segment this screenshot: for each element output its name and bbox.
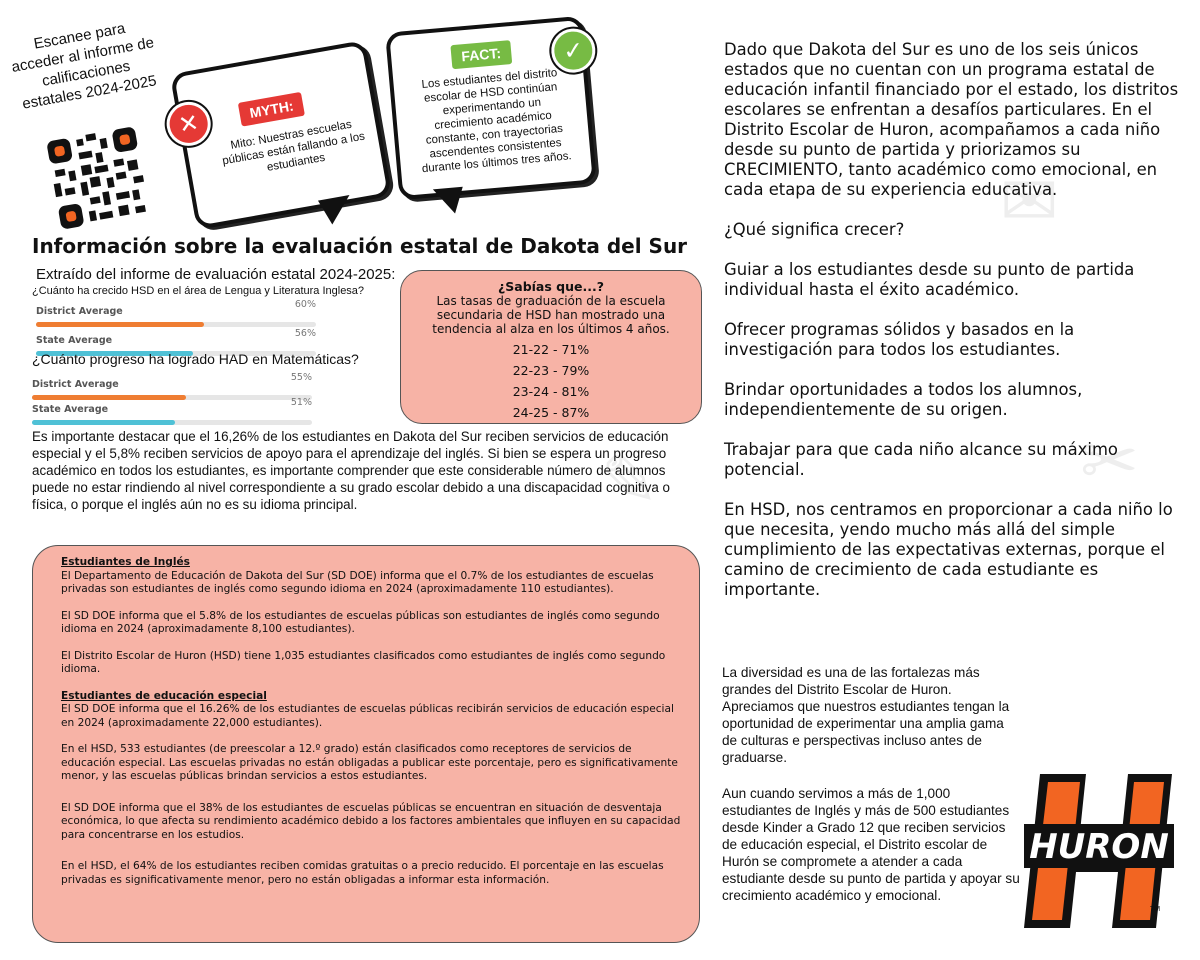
- background-doodle: ✉: [1000, 160, 1059, 242]
- ela-question: ¿Cuánto ha crecido HSD en el área de Lengua y Literatura Inglesa?: [32, 285, 365, 297]
- sped-paragraph: El SD DOE informa que el 16.26% de los estudiantes de escuelas públicas recibirán servicios de educación especial en 2024 (aproximadamente 22,000 estudiantes).: [61, 703, 674, 729]
- sped-paragraph: En el HSD, 533 estudiantes (de preescolar a 12.º grado) están clasificados como receptores de servicios de educación especial. Las escuelas privadas no están obligadas a publicar este porcentaje, pero es significativamente menor, y las escuelas públicas brindan servicios a estos estudiantes.: [61, 743, 678, 782]
- context-paragraph: Es importante destacar que el 16,26% de los estudiantes en Dakota del Sur reciben servicios de educación especial y el 5,8% reciben servicios de apoyo para el aprendizaje del inglés. Si bien se espera un progreso académico en todos los estudiantes, es importante comprender que este considerable número de alumnos puede no estar rindiendo al nivel correspondiente a su grado escolar debido a una discapacidad cognitiva o física, o porque el inglés aún no es su idioma principal.: [32, 429, 670, 512]
- myth-bubble: [170, 40, 392, 230]
- bar-label: District Average: [32, 379, 119, 390]
- diversity-column: [722, 664, 1022, 923]
- x-icon: ✕: [163, 98, 214, 149]
- qr-caption: Escanee para acceder al informe de calificaciones estatales 2024-2025: [10, 19, 158, 113]
- background-doodle: ✂: [1080, 420, 1139, 502]
- fact-bubble: [385, 16, 597, 201]
- focus-paragraph: En HSD, nos centramos en proporcionar a cada niño lo que necesita, yendo mucho más allá del simple cumplimiento de las expectativas externas, porque el camino de crecimiento de cada estudiante es importante.: [724, 500, 1173, 599]
- math-district-bar: [32, 372, 312, 400]
- growth-point: Guiar a los estudiantes desde su punto de partida individual hasta el éxito académico.: [724, 260, 1135, 299]
- sped-paragraph: En el HSD, el 64% de los estudiantes reciben comidas gratuitas o a precio reducido. El porcentaje en las escuelas privadas es significativamente menor, pero no están obligadas a informar esta información.: [61, 860, 664, 886]
- graduation-rate: 24-25 - 87%: [512, 405, 590, 420]
- logo-wordmark: HURON: [1029, 827, 1169, 867]
- graduation-rate: 23-24 - 81%: [512, 384, 590, 399]
- growth-point: Brindar oportunidades a todos los alumnos, independientemente de su origen.: [724, 380, 1083, 419]
- myth-tag: MYTH:: [238, 92, 306, 127]
- qr-code-graphic: [33, 121, 164, 236]
- fact-text: Los estudiantes del distrito escolar de HSD continúan experimentando un crecimiento académico constante, con trayectorias ascendentes consistentes durante los últimos tres años.: [421, 67, 573, 176]
- info-box: [32, 545, 700, 943]
- qr-code[interactable]: [33, 121, 164, 236]
- did-you-know-title: ¿Sabías que...?: [498, 279, 604, 294]
- sped-heading: Estudiantes de educación especial: [61, 689, 267, 702]
- ell-paragraph: El Distrito Escolar de Huron (HSD) tiene 1,035 estudiantes clasificados como estudiantes de inglés como segundo idioma.: [61, 649, 666, 675]
- right-column: [724, 40, 1184, 620]
- did-you-know-box: [400, 270, 702, 424]
- report-heading: Extraído del informe de evaluación estatal 2024-2025:: [36, 266, 396, 283]
- check-icon: ✓: [549, 27, 597, 75]
- bar-percent: 60%: [294, 299, 316, 310]
- bar-fill: [36, 322, 204, 327]
- bar-label: District Average: [36, 306, 123, 317]
- background-doodle: ✎: [600, 440, 659, 522]
- ela-district-bar: [36, 299, 316, 327]
- did-you-know-text: Las tasas de graduación de la escuela secundaria de HSD han mostrado una tendencia al alza en los últimos 4 años.: [432, 294, 670, 336]
- intro-paragraph: Dado que Dakota del Sur es uno de los seis únicos estados que no cuentan con un programa estatal de educación infantil financiado por el estado, los distritos escolares se enfrentan a desafíos particulares. En el Distrito Escolar de Huron, acompañamos a cada niño desde su punto de partida y priorizamos su CRECIMIENTO, tanto académico como emocional, en cada etapa de su experiencia educativa.: [724, 40, 1179, 199]
- growth-point: Ofrecer programas sólidos y basados en la investigación para todos los estudiantes.: [724, 320, 1075, 359]
- bar-percent: 55%: [290, 372, 312, 383]
- math-state-bar: [32, 397, 312, 425]
- growth-question: ¿Qué significa crecer?: [724, 220, 905, 239]
- bar-label: State Average: [32, 404, 109, 415]
- commitment-paragraph: Aun cuando servimos a más de 1,000 estudiantes de Inglés y más de 500 estudiantes desde Kinder a Grado 12 que reciben servicios de educación especial, el Distrito escolar de Hurón se compromete a atender a cada estudiante desde su punto de partida y apoyar su crecimiento académico y emocional.: [722, 786, 1020, 903]
- diversity-paragraph: La diversidad es una de las fortalezas más grandes del Distrito Escolar de Huron. Apreciamos que nuestros estudiantes tengan la oportunidad de experimentar una amplia gama de culturas e perspectivas incluso antes de graduarse.: [722, 665, 1010, 765]
- graduation-rate: 22-23 - 79%: [512, 363, 590, 378]
- bar-percent: 51%: [290, 397, 312, 408]
- ell-heading: Estudiantes de Inglés: [61, 556, 190, 568]
- myth-bubble-tail: [318, 195, 354, 226]
- fact-bubble-tail: [433, 187, 465, 216]
- graduation-rate: 21-22 - 71%: [512, 342, 590, 357]
- ell-paragraph: El Departamento de Educación de Dakota del Sur (SD DOE) informa que el 0.7% de los estudiantes de escuelas privadas son estudiantes de inglés como segundo idioma en 2024 (aproximadamente 110 estudiantes).: [61, 569, 654, 595]
- ell-paragraph: El SD DOE informa que el 5.8% de los estudiantes de escuelas públicas son estudiantes de inglés como segundo idioma en 2024 (aproximadamente 8,100 estudiantes).: [61, 609, 660, 635]
- myth-text: Mito: Nuestras escuelas públicas están fallando a los estudiantes: [221, 118, 366, 174]
- fact-tag: FACT:: [450, 40, 512, 69]
- bar-fill: [32, 420, 175, 425]
- growth-point: Trabajar para que cada niño alcance su máximo potencial.: [724, 440, 1118, 479]
- trademark: TM: [1150, 906, 1161, 913]
- bar-percent: 56%: [294, 328, 316, 339]
- bar-label: State Average: [36, 335, 113, 346]
- math-question: ¿Cuánto progreso ha logrado HAD en Matemáticas?: [32, 351, 359, 367]
- page-title: Información sobre la evaluación estatal de Dakota del Sur: [32, 234, 688, 258]
- sped-paragraph: El SD DOE informa que el 38% de los estudiantes de escuelas públicas se encuentran en situación de desventaja económica, lo que afecta su rendimiento académico debido a los factores ambientales que influyen en su capacidad para concentrarse en los estudios.: [61, 801, 681, 841]
